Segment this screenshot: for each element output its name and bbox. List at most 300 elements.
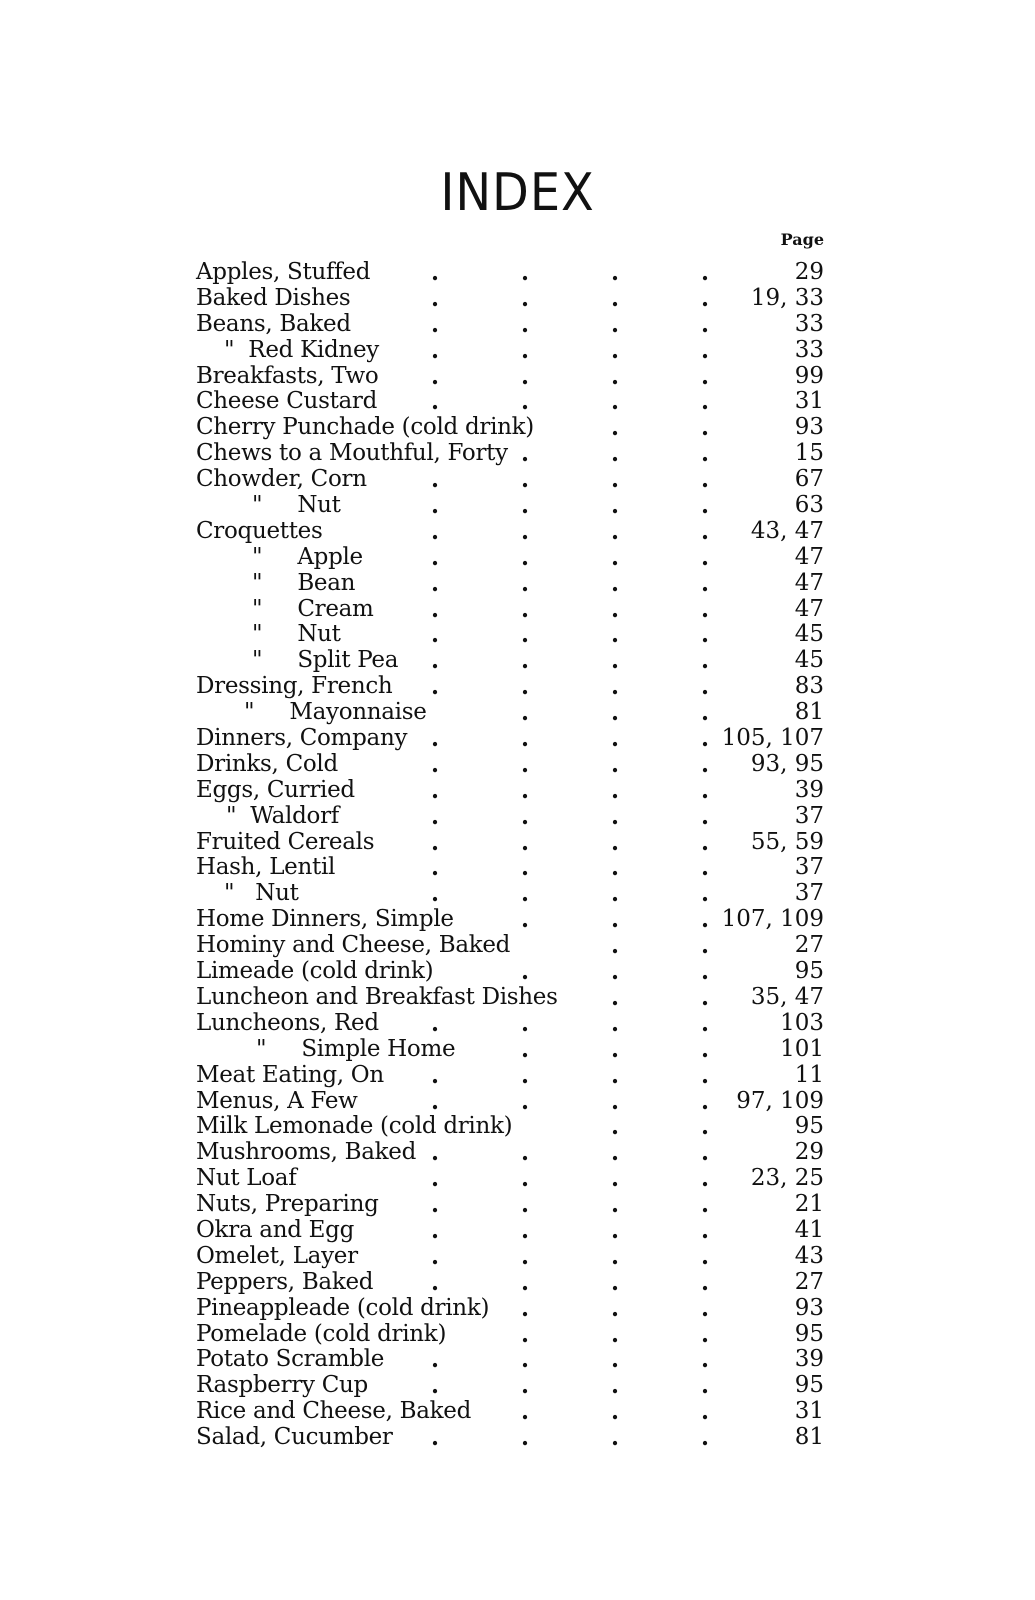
leader-dot: . [431, 1087, 440, 1115]
leader-dot: . [611, 388, 620, 416]
leader-dot: . [431, 621, 440, 649]
entry-label: Breakfasts, Two [196, 362, 379, 389]
leader-dot: . [431, 569, 440, 597]
leader-dot: . [521, 776, 530, 804]
page-title: INDEX [440, 162, 595, 223]
entry-page-numbers: 33 [794, 310, 824, 337]
index-entry [196, 1322, 836, 1348]
leader-dot: . [611, 1113, 620, 1141]
index-entry [196, 700, 836, 726]
leader-dot: . [521, 750, 530, 778]
index-entry [196, 1166, 836, 1192]
leader-dot: . [431, 1009, 440, 1037]
index-entry [196, 1270, 836, 1296]
leader-dot: . [611, 595, 620, 623]
leader-dot: . [521, 1139, 530, 1167]
entry-page-numbers: 95 [794, 958, 824, 985]
entry-page-numbers: 37 [794, 854, 824, 881]
index-entry [196, 260, 836, 286]
leader-dot: . [521, 621, 530, 649]
leader-dot: . [431, 776, 440, 804]
entry-page-numbers: 39 [794, 1346, 824, 1373]
entry-label: Raspberry Cup [196, 1372, 368, 1399]
index-entry [196, 985, 836, 1011]
index-entry [196, 571, 836, 597]
leader-dot: . [521, 569, 530, 597]
leader-dot: . [521, 1009, 530, 1037]
leader-dot: . [701, 1113, 710, 1141]
leader-dot: . [611, 750, 620, 778]
entry-label: Omelet, Layer [196, 1242, 358, 1269]
leader-dot: . [611, 1216, 620, 1244]
leader-dot: . [431, 1139, 440, 1167]
entry-page-numbers: 19, 33 [750, 284, 824, 311]
leader-dot: . [611, 958, 620, 986]
leader-dot: . [521, 1216, 530, 1244]
leader-dot: . [611, 776, 620, 804]
leader-dot: . [611, 259, 620, 286]
entry-page-numbers: 37 [794, 802, 824, 829]
entry-page-numbers: 33 [794, 336, 824, 363]
index-entry [196, 881, 836, 907]
leader-dot: . [701, 517, 710, 545]
leader-dot: . [611, 284, 620, 312]
entry-page-numbers: 67 [794, 466, 824, 493]
leader-dot: . [521, 1191, 530, 1219]
entry-page-numbers: 15 [794, 440, 824, 467]
entry-page-numbers: 81 [794, 1424, 824, 1451]
leader-dot: . [701, 466, 710, 494]
leader-dot: . [701, 958, 710, 986]
leader-dot: . [611, 854, 620, 882]
leader-dot: . [701, 595, 710, 623]
leader-dot: . [611, 1424, 620, 1452]
entry-label: Luncheon and Breakfast Dishes [196, 983, 558, 1010]
leader-dot: . [611, 725, 620, 753]
leader-dot: . [611, 1268, 620, 1296]
leader-dot: . [521, 699, 530, 727]
leader-dot: . [701, 1009, 710, 1037]
entry-label: Potato Scramble [196, 1346, 385, 1373]
entry-label: Cheese Custard [196, 388, 378, 415]
leader-dot: . [701, 1165, 710, 1193]
leader-dot: . [611, 492, 620, 520]
leader-dot: . [521, 1035, 530, 1063]
entry-page-numbers: 81 [794, 699, 824, 726]
entry-page-numbers: 31 [794, 388, 824, 415]
leader-dot: . [521, 647, 530, 675]
index-entry [196, 1089, 836, 1115]
entry-label: Cherry Punchade (cold drink) [196, 414, 534, 441]
leader-dot: . [611, 1087, 620, 1115]
index-entry [196, 286, 836, 312]
entry-page-numbers: 107, 109 [721, 906, 824, 933]
index-entry [196, 804, 836, 830]
leader-dot: . [431, 828, 440, 856]
leader-dot: . [611, 1346, 620, 1374]
leader-dot: . [701, 492, 710, 520]
entry-page-numbers: 41 [794, 1216, 824, 1243]
index-entry [196, 907, 836, 933]
leader-dot: . [521, 1242, 530, 1270]
entry-label: Dinners, Company [196, 725, 408, 752]
entry-label: Hominy and Cheese, Baked [196, 932, 511, 959]
leader-dot: . [521, 854, 530, 882]
leader-dot: . [701, 259, 710, 286]
leader-dot: . [521, 517, 530, 545]
leader-dot: . [521, 1294, 530, 1322]
entry-label: Milk Lemonade (cold drink) [196, 1113, 513, 1140]
leader-dot: . [611, 1320, 620, 1348]
leader-dot: . [611, 1139, 620, 1167]
leader-dot: . [701, 1372, 710, 1400]
entry-page-numbers: 95 [794, 1320, 824, 1347]
index-entry [196, 1399, 836, 1425]
leader-dot: . [431, 466, 440, 494]
leader-dot: . [611, 517, 620, 545]
index-entry [196, 933, 836, 959]
entry-page-numbers: 47 [794, 569, 824, 596]
leader-dot: . [431, 1216, 440, 1244]
entry-page-numbers: 21 [794, 1191, 824, 1218]
entry-page-numbers: 37 [794, 880, 824, 907]
leader-dot: . [521, 259, 530, 286]
leader-dot: . [431, 880, 440, 908]
entry-label: " Waldorf [226, 802, 339, 829]
leader-dot: . [611, 1035, 620, 1063]
entry-page-numbers: 23, 25 [750, 1165, 824, 1192]
leader-dot: . [431, 854, 440, 882]
leader-dot: . [701, 1320, 710, 1348]
entry-page-numbers: 55, 59 [750, 828, 824, 855]
leader-dot: . [431, 284, 440, 312]
leader-dot: . [521, 906, 530, 934]
leader-dot: . [521, 284, 530, 312]
index-entry [196, 415, 836, 441]
entry-label: " Cream [252, 595, 374, 622]
leader-dot: . [611, 880, 620, 908]
entry-label: " Nut [224, 880, 299, 907]
entry-page-numbers: 93 [794, 414, 824, 441]
leader-dot: . [521, 388, 530, 416]
leader-dot: . [431, 1242, 440, 1270]
entry-label: Luncheons, Red [196, 1009, 379, 1036]
leader-dot: . [611, 1398, 620, 1426]
leader-dot: . [431, 750, 440, 778]
entry-label: " Apple [252, 543, 363, 570]
leader-dot: . [701, 569, 710, 597]
leader-dot: . [611, 440, 620, 468]
entry-label: Hash, Lentil [196, 854, 336, 881]
leader-dot: . [701, 647, 710, 675]
page-column-header: Page [780, 230, 824, 249]
index-entry [196, 648, 836, 674]
index-entry [196, 1114, 836, 1140]
entry-page-numbers: 97, 109 [736, 1087, 824, 1114]
leader-dot: . [701, 880, 710, 908]
index-entry [196, 855, 836, 881]
index-entry [196, 1347, 836, 1373]
leader-dot: . [521, 1398, 530, 1426]
leader-dot: . [611, 1294, 620, 1322]
entry-page-numbers: 47 [794, 543, 824, 570]
leader-dot: . [431, 362, 440, 390]
entry-page-numbers: 93, 95 [750, 750, 824, 777]
leader-dot: . [701, 414, 710, 442]
leader-dot: . [521, 1372, 530, 1400]
leader-dot: . [701, 750, 710, 778]
entry-page-numbers: 95 [794, 1372, 824, 1399]
entry-page-numbers: 99 [794, 362, 824, 389]
index-entry [196, 1140, 836, 1166]
entry-label: Pineappleade (cold drink) [196, 1294, 490, 1321]
entry-page-numbers: 43 [794, 1242, 824, 1269]
entry-label: Peppers, Baked [196, 1268, 374, 1295]
entry-label: Beans, Baked [196, 310, 351, 337]
entry-label: Okra and Egg [196, 1216, 355, 1243]
leader-dot: . [701, 725, 710, 753]
index-entry [196, 726, 836, 752]
entry-page-numbers: 31 [794, 1398, 824, 1425]
leader-dot: . [701, 776, 710, 804]
leader-dot: . [701, 362, 710, 390]
index-entry [196, 674, 836, 700]
leader-dot: . [701, 1346, 710, 1374]
leader-dot: . [701, 673, 710, 701]
entry-label: Limeade (cold drink) [196, 958, 434, 985]
entry-page-numbers: 39 [794, 776, 824, 803]
index-entry [196, 364, 836, 390]
leader-dot: . [611, 1165, 620, 1193]
leader-dot: . [431, 802, 440, 830]
entry-page-numbers: 105, 107 [721, 725, 824, 752]
entry-label: Eggs, Curried [196, 776, 355, 803]
leader-dot: . [701, 1061, 710, 1089]
leader-dot: . [611, 543, 620, 571]
entry-page-numbers: 83 [794, 673, 824, 700]
leader-dot: . [701, 854, 710, 882]
leader-dot: . [611, 1009, 620, 1037]
leader-dot: . [521, 802, 530, 830]
index-entry [196, 1244, 836, 1270]
leader-dot: . [521, 466, 530, 494]
leader-dot: . [521, 828, 530, 856]
leader-dot: . [431, 517, 440, 545]
entry-label: Pomelade (cold drink) [196, 1320, 447, 1347]
leader-dot: . [521, 1165, 530, 1193]
leader-dot: . [701, 906, 710, 934]
leader-dot: . [611, 828, 620, 856]
index-list [196, 260, 836, 1451]
leader-dot: . [701, 1035, 710, 1063]
entry-label: Drinks, Cold [196, 750, 338, 777]
leader-dot: . [521, 1087, 530, 1115]
entry-page-numbers: 29 [794, 259, 824, 285]
index-entry [196, 467, 836, 493]
leader-dot: . [611, 621, 620, 649]
leader-dot: . [701, 1139, 710, 1167]
leader-dot: . [521, 362, 530, 390]
leader-dot: . [701, 388, 710, 416]
entry-page-numbers: 35, 47 [750, 983, 824, 1010]
leader-dot: . [431, 259, 440, 286]
leader-dot: . [521, 1346, 530, 1374]
index-entry [196, 1037, 836, 1063]
index-entry [196, 545, 836, 571]
entry-label: Nuts, Preparing [196, 1191, 379, 1218]
leader-dot: . [611, 336, 620, 364]
entry-label: Mushrooms, Baked [196, 1139, 416, 1166]
entry-page-numbers: 93 [794, 1294, 824, 1321]
index-entry [196, 959, 836, 985]
leader-dot: . [611, 647, 620, 675]
leader-dot: . [521, 958, 530, 986]
leader-dot: . [611, 1242, 620, 1270]
leader-dot: . [431, 673, 440, 701]
leader-dot: . [701, 440, 710, 468]
index-entry [196, 830, 836, 856]
leader-dot: . [611, 932, 620, 960]
entry-page-numbers: 95 [794, 1113, 824, 1140]
entry-label: Nut Loaf [196, 1165, 297, 1192]
entry-page-numbers: 63 [794, 492, 824, 519]
leader-dot: . [521, 1320, 530, 1348]
entry-label: Baked Dishes [196, 284, 351, 311]
leader-dot: . [701, 1191, 710, 1219]
entry-label: Chews to a Mouthful, Forty [196, 440, 508, 467]
leader-dot: . [701, 543, 710, 571]
leader-dot: . [701, 1242, 710, 1270]
leader-dot: . [611, 1191, 620, 1219]
entry-label: " Bean [252, 569, 356, 596]
entry-page-numbers: 27 [794, 932, 824, 959]
index-entry [196, 519, 836, 545]
entry-page-numbers: 101 [780, 1035, 824, 1062]
leader-dot: . [521, 440, 530, 468]
index-entry [196, 778, 836, 804]
leader-dot: . [611, 983, 620, 1011]
entry-label: Chowder, Corn [196, 466, 367, 493]
entry-label: " Nut [252, 492, 341, 519]
index-entry [196, 1373, 836, 1399]
leader-dot: . [701, 1294, 710, 1322]
leader-dot: . [701, 699, 710, 727]
entry-page-numbers: 45 [794, 647, 824, 674]
leader-dot: . [431, 725, 440, 753]
entry-label: Home Dinners, Simple [196, 906, 454, 933]
index-entry [196, 389, 836, 415]
leader-dot: . [611, 569, 620, 597]
index-entry [196, 338, 836, 364]
leader-dot: . [611, 1372, 620, 1400]
leader-dot: . [431, 1165, 440, 1193]
leader-dot: . [611, 802, 620, 830]
leader-dot: . [611, 310, 620, 338]
leader-dot: . [701, 983, 710, 1011]
leader-dot: . [611, 362, 620, 390]
leader-dot: . [701, 284, 710, 312]
leader-dot: . [701, 932, 710, 960]
index-entry [196, 1425, 836, 1451]
index-entry [196, 493, 836, 519]
entry-page-numbers: 45 [794, 621, 824, 648]
leader-dot: . [521, 673, 530, 701]
leader-dot: . [611, 1061, 620, 1089]
entry-label: Salad, Cucumber [196, 1424, 393, 1451]
leader-dot: . [521, 1061, 530, 1089]
leader-dot: . [701, 1216, 710, 1244]
leader-dot: . [701, 1424, 710, 1452]
entry-label: " Nut [252, 621, 341, 648]
leader-dot: . [431, 1346, 440, 1374]
entry-label: " Simple Home [256, 1035, 456, 1062]
leader-dot: . [521, 1424, 530, 1452]
leader-dot: . [521, 336, 530, 364]
entry-label: Rice and Cheese, Baked [196, 1398, 471, 1425]
index-entry [196, 1296, 836, 1322]
leader-dot: . [431, 1424, 440, 1452]
entry-page-numbers: 11 [794, 1061, 824, 1088]
leader-dot: . [521, 725, 530, 753]
entry-label: Meat Eating, On [196, 1061, 384, 1088]
leader-dot: . [431, 543, 440, 571]
entry-label: Fruited Cereals [196, 828, 375, 855]
leader-dot: . [431, 1372, 440, 1400]
leader-dot: . [431, 492, 440, 520]
leader-dot: . [701, 802, 710, 830]
leader-dot: . [431, 647, 440, 675]
leader-dot: . [701, 621, 710, 649]
index-entry [196, 1218, 836, 1244]
leader-dot: . [701, 336, 710, 364]
index-entry [196, 752, 836, 778]
leader-dot: . [521, 1268, 530, 1296]
index-entry [196, 622, 836, 648]
leader-dot: . [701, 1087, 710, 1115]
entry-page-numbers: 47 [794, 595, 824, 622]
leader-dot: . [701, 1268, 710, 1296]
index-entry [196, 441, 836, 467]
entry-label: " Mayonnaise [244, 699, 427, 726]
index-entry [196, 1063, 836, 1089]
entry-page-numbers: 103 [780, 1009, 824, 1036]
entry-label: Croquettes [196, 517, 323, 544]
entry-page-numbers: 43, 47 [750, 517, 824, 544]
leader-dot: . [611, 414, 620, 442]
entry-page-numbers: 27 [794, 1268, 824, 1295]
index-entry [196, 1192, 836, 1218]
entry-label: Menus, A Few [196, 1087, 358, 1114]
leader-dot: . [701, 828, 710, 856]
index-entry [196, 312, 836, 338]
leader-dot: . [611, 466, 620, 494]
leader-dot: . [521, 492, 530, 520]
leader-dot: . [611, 906, 620, 934]
leader-dot: . [431, 595, 440, 623]
index-entry [196, 1011, 836, 1037]
entry-label: " Red Kidney [224, 336, 379, 363]
leader-dot: . [521, 310, 530, 338]
leader-dot: . [431, 310, 440, 338]
leader-dot: . [431, 1061, 440, 1089]
leader-dot: . [521, 880, 530, 908]
leader-dot: . [521, 595, 530, 623]
leader-dot: . [611, 673, 620, 701]
index-entry [196, 597, 836, 623]
leader-dot: . [611, 699, 620, 727]
leader-dot: . [521, 543, 530, 571]
leader-dot: . [431, 1268, 440, 1296]
